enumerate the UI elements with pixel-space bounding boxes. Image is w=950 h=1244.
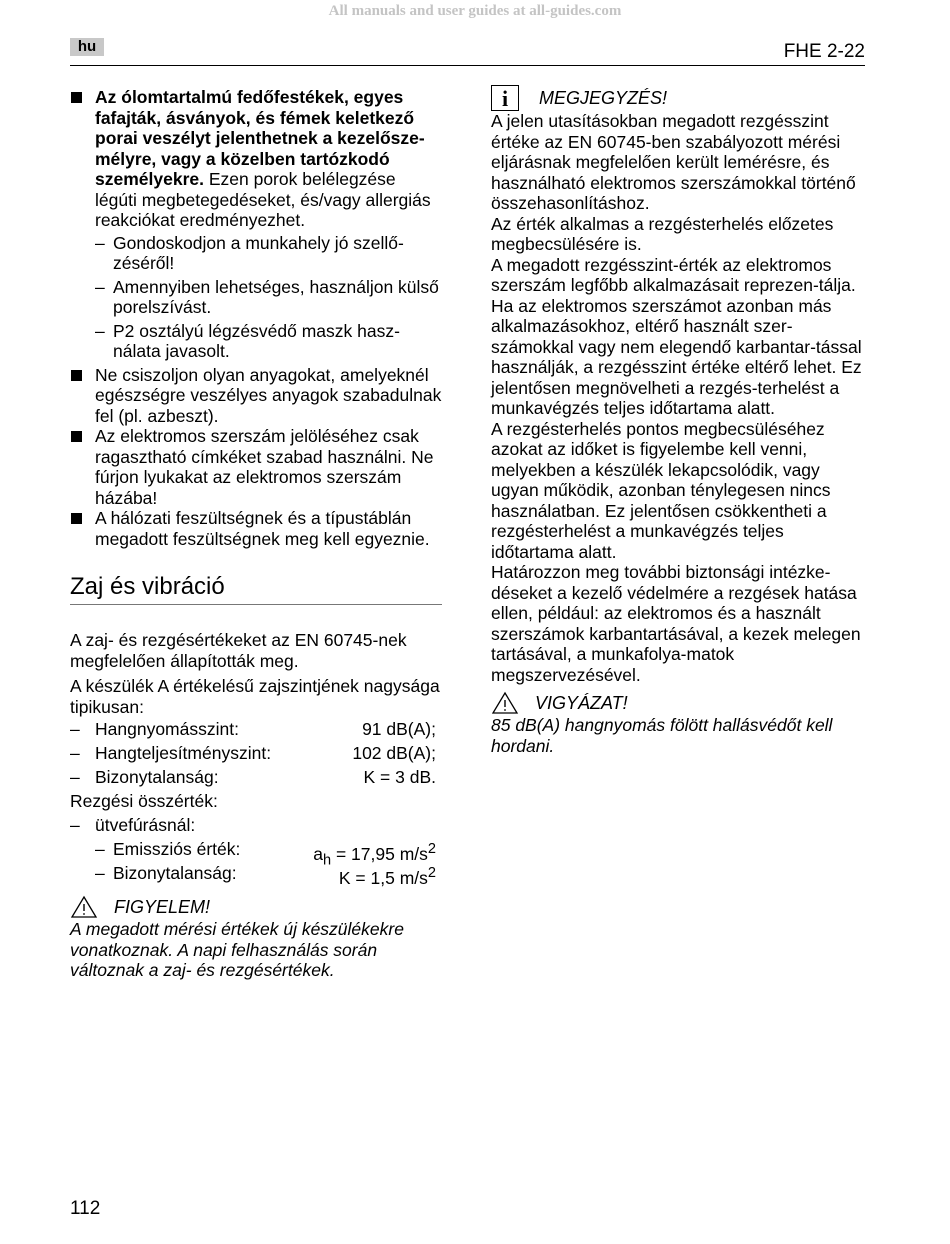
caution-title: VIGYÁZAT! <box>535 692 628 713</box>
vibration-title: Rezgési összérték: <box>70 791 218 811</box>
model-code: FHE 2-22 <box>783 41 865 62</box>
dash-list <box>70 233 442 362</box>
note-paragraph: A megadott rezgésszint-érték az elektromos szerszám legfőbb alkalmazásait reprezen-tálja. Ha az elektromos szerszámot azonban más alkalmazásokhoz, eltérő használt szer-számokkal vagy nem elegendő karbantar-tással használják, a rezgésszint értéke eltérő lehet. Ez jelentősen megnövelheti a rezgés-terhelést a munkavégzés teljes időtartama alatt. <box>491 254 862 418</box>
note-heading <box>491 86 871 110</box>
noise-row: – Hangteljesítményszint: 102 dB(A); <box>70 743 436 763</box>
bullet-bold-text: Az ólomtartalmú fedőfestékek, egyes fafajták, ásványok, és fémek keletkező porai veszélyt jelenthetnek a kezelősze-mélyre, vagy a közelben tartózkodó személyekre. <box>95 87 425 189</box>
dash-item-text: Gondoskodjon a munkahely jó szellő-zéséről! <box>113 232 404 273</box>
vibration-emission-row: – Emissziós érték: $a_h = 17,95$ $m/s^2$ <box>70 837 442 861</box>
noise-label: Bizonytalanság: <box>95 767 219 787</box>
header-rule <box>70 65 865 66</box>
bullet-text: Ezen porok belélegzése légúti megbetegedéseket, és/vagy allergiás reakciókat eredményezhet. <box>95 169 431 230</box>
warning-triangle-icon <box>70 895 98 919</box>
intro-paragraph: A zaj- és rezgésértékeket az EN 60745-nek megfelelően állapították meg. <box>70 630 407 671</box>
bullet-item: Az elektromos szerszám jelöléséhez csak ragasztható címkéket szabad használni. Ne fúrjon lyukakat az elektromos szerszám házába! <box>70 426 442 508</box>
noise-intro: A készülék A értékelésű zajszintjének nagysága tipikusan: <box>70 676 440 717</box>
dash-item: – Amennyiben lehetséges, használjon külső porelszívást. <box>95 276 439 317</box>
uncertainty-value: K = 1,5 $m/s^2$ <box>338 865 436 888</box>
emission-label: Emissziós érték: <box>113 839 241 859</box>
noise-value: 91 dB(A); <box>362 719 436 739</box>
left-column <box>70 87 442 981</box>
caution-heading <box>491 691 871 715</box>
note-paragraph: A jelen utasításokban megadott rezgésszint értéke az EN 60745-ben szabályozott mérési eljárásnak megfelelően került lemérésre, és használható elektromos szerszámokkal történő összehasonlításhoz. <box>491 111 856 213</box>
page-number: 112 <box>70 1198 101 1219</box>
dash-item: – Gondoskodjon a munkahely jó szellő-zéséről! <box>95 232 404 273</box>
bullet-item <box>70 87 442 231</box>
attention-title: FIGYELEM! <box>114 896 211 917</box>
note-title: MEGJEGYZÉS! <box>539 87 668 108</box>
section-title: Zaj és vibráció <box>70 573 442 605</box>
emission-value: $a_h = 17,95$ $m/s^2$ <box>313 841 436 869</box>
note-paragraph: A rezgésterhelés pontos megbecsüléséhez azokat az időket is figyelembe kell venni, melyekben a készülék lekapcsolódik, vagy ugyan működik, azonban ténylegesen nincs használatban. Ez jelentősen csökkentheti a rezgésterhelést a munkavégzés teljes időtartama alatt. <box>491 418 831 562</box>
noise-row: – Bizonytalanság: K = 3 dB. <box>70 767 436 787</box>
info-icon: i <box>491 85 519 111</box>
attention-text: A megadott mérési értékek új készülékekre vonatkoznak. A napi felhasználás során változnak a zaj- és rezgésértékek. <box>70 919 404 980</box>
attention-heading <box>70 895 442 919</box>
bullet-item: A hálózati feszültségnek és a típustáblán megadott feszültségnek meg kell egyeznie. <box>70 508 442 549</box>
vibration-mode-row: – ütvefúrásnál: <box>70 815 196 835</box>
vibration-uncertainty-row: – Bizonytalanság: K = 1,5 $m/s^2$ <box>95 863 436 888</box>
dash-item: – P2 osztályú légzésvédő maszk hasz-nálata javasolt. <box>95 320 400 361</box>
language-badge: hu <box>70 38 104 56</box>
noise-row: – Hangnyomásszint: 91 dB(A); <box>70 719 436 739</box>
warning-triangle-icon <box>491 691 519 715</box>
dash-item-text: P2 osztályú légzésvédő maszk hasz-nálata javasolt. <box>113 320 400 361</box>
right-column <box>491 86 871 756</box>
bullet-item: Ne csiszoljon olyan anyagokat, amelyeknél egészségre veszélyes anyagok szabadulnak fel (pl. azbeszt). <box>70 365 442 427</box>
note-paragraph: Az érték alkalmas a rezgésterhelés előzetes megbecsülésére is. <box>491 213 834 254</box>
noise-label: Hangnyomásszint: <box>95 719 239 739</box>
noise-value: 102 dB(A); <box>352 743 436 763</box>
watermark: All manuals and user guides at all-guides.com <box>328 3 622 19</box>
noise-label: Hangteljesítményszint: <box>95 743 272 763</box>
noise-value: K = 3 dB. <box>363 767 436 787</box>
note-paragraph: Határozzon meg további biztonsági intézke-déseket a kezelő védelmére a rezgések hatása ellen, például: az elektromos és a használt szerszámok karbantartásával, a kezek melegen tartásával, a munkafolya-matok megszervezésével. <box>491 562 861 685</box>
vibration-mode: ütvefúrásnál: <box>95 815 196 835</box>
uncertainty-label: Bizonytalanság: <box>113 863 237 883</box>
dash-item-text: Amennyiben lehetséges, használjon külső porelszívást. <box>113 276 439 317</box>
caution-text: 85 dB(A) hangnyomás fölött hallásvédőt kell hordani. <box>491 715 833 756</box>
